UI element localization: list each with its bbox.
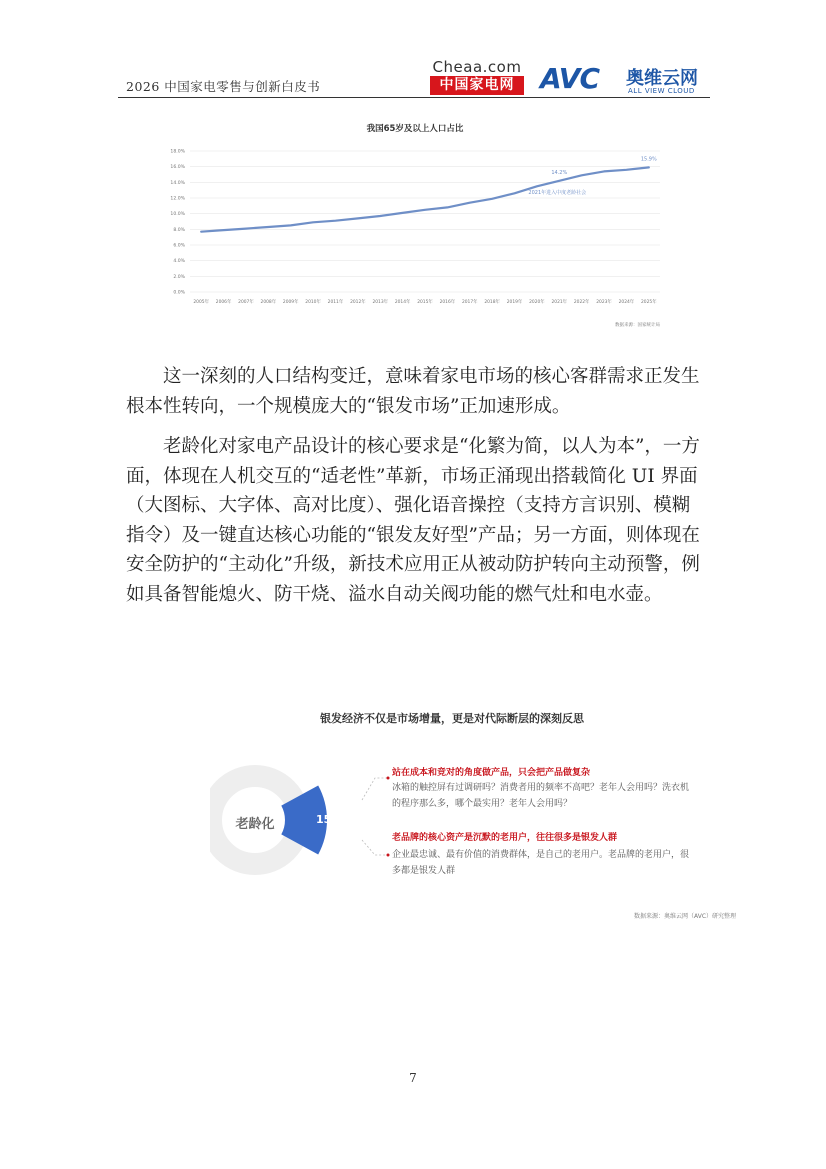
x-tick-label: 2021年: [551, 300, 568, 305]
x-tick-label: 2022年: [573, 300, 590, 305]
chart-x-axis: [193, 298, 657, 305]
y-tick-label: 10.0%: [170, 212, 185, 218]
x-tick-label: 2011年: [327, 300, 344, 305]
x-tick-label: 2013年: [372, 300, 389, 305]
document-header-title: 2026 中国家电零售与创新白皮书: [126, 79, 321, 94]
y-tick-label: 6.0%: [173, 243, 185, 249]
figure-title: 银发经济不仅是市场增量，更是对代际断层的深刻反思: [320, 712, 584, 725]
x-tick-label: 2016年: [439, 300, 456, 305]
body-paragraph-1: [126, 362, 706, 421]
page-number: 7: [409, 1071, 417, 1085]
avc-logo-mark: AVC: [540, 62, 599, 95]
y-tick-label: 16.0%: [170, 165, 185, 171]
x-tick-label: 2025年: [641, 300, 657, 305]
cheaa-logo-chinese: 中国家电网: [430, 76, 524, 95]
chart-series: [201, 167, 649, 231]
body-paragraph-2: [126, 432, 706, 609]
chart-y-axis: [170, 149, 185, 296]
y-tick-label: 14.0%: [170, 180, 185, 186]
y-tick-label: 4.0%: [173, 259, 185, 265]
connector-dot-top: [387, 777, 390, 780]
x-tick-label: 2019年: [506, 300, 523, 305]
x-tick-label: 2017年: [461, 300, 478, 305]
silver-economy-figure: [210, 710, 737, 925]
x-tick-label: 2023年: [596, 300, 612, 305]
data-label: 14.2%: [551, 169, 568, 176]
paragraph-text: 老龄化对家电产品设计的核心要求是“化繁为简，以人为本”，一方面，体现在人机交互的“适老性”革新，市场正涌现出搭载简化 UI 界面（大图标、大字体、高对比度）、强化语音操控（支持方言识别、模糊指令）及一键直达核心功能的“银发友好型”产品；另一方面，则体现在安全防护的“主动化”升级，新技术应用正从被动防护转向主动预警，例如具备智能熄火、防干烧、溢水自动关阀功能的燃气灶和电水壶。: [126, 436, 700, 605]
connector-line-bottom: [362, 840, 388, 855]
x-tick-label: 2014年: [394, 300, 411, 305]
paragraph-text: 这一深刻的人口结构变迁，意味着家电市场的核心客群需求正发生根本性转向，一个规模庞大的“银发市场”正加速形成。: [126, 366, 700, 417]
avc-logo-name: 奥维云网: [626, 68, 698, 89]
y-tick-label: 0.0%: [173, 290, 185, 296]
x-tick-label: 2005年: [193, 300, 209, 305]
chart-data-labels: [528, 156, 657, 195]
x-tick-label: 2010年: [305, 300, 321, 305]
y-tick-label: 12.0%: [170, 196, 185, 202]
x-tick-label: 2009年: [282, 300, 299, 305]
connector-line-top: [362, 778, 388, 800]
figure-source: 数据来源：奥维云网（AVC）研究整理: [634, 913, 737, 920]
y-tick-label: 18.0%: [170, 149, 185, 155]
series-line: [201, 167, 649, 231]
x-tick-label: 2007年: [238, 300, 254, 305]
connector-lines: [362, 778, 388, 855]
cheaa-logo: [428, 58, 526, 98]
insight-text-2: 企业最忠诚、最有价值的消费群体，是自己的老用户。老品牌的老用户，很多都是银发人群: [392, 850, 690, 876]
cheaa-logo-wordmark: Cheaa.com: [432, 58, 522, 76]
chart-title: 我国65岁及以上人口占比: [366, 124, 464, 134]
ring-share-label: 15.9%: [316, 813, 355, 826]
data-label: 15.9%: [640, 156, 657, 163]
connector-dot-bottom: [387, 854, 390, 857]
x-tick-label: 2020年: [529, 300, 545, 305]
insight-heading-2: 老品牌的核心资产是沉默的老用户，往往很多是银发人群: [392, 833, 618, 843]
insight-text-1: 冰箱的触控屏有过调研吗？消费者用的频率不高吧？老年人会用吗？洗衣机的程序那么多，哪个最实用？老年人会用吗？: [392, 783, 690, 809]
x-tick-label: 2006年: [215, 300, 232, 305]
insight-heading-1: 站在成本和竞对的角度做产品，只会把产品做复杂: [392, 768, 591, 778]
ring-center-label: 老龄化: [235, 817, 275, 832]
avc-logo: [540, 62, 710, 100]
elderly-population-line-chart: [160, 118, 680, 338]
y-tick-label: 8.0%: [173, 227, 185, 233]
x-tick-label: 2015年: [417, 300, 433, 305]
x-tick-label: 2024年: [618, 300, 635, 305]
avc-logo-subtitle: ALL VIEW CLOUD: [628, 87, 695, 95]
x-tick-label: 2008年: [260, 300, 277, 305]
x-tick-label: 2012年: [350, 300, 366, 305]
y-tick-label: 2.0%: [173, 274, 185, 280]
chart-annotation: 2021年进入中度老龄社会: [528, 189, 587, 196]
x-tick-label: 2018年: [484, 300, 500, 305]
chart-source: 数据来源：国家统计局: [615, 323, 660, 328]
chart-gridlines: [190, 151, 660, 292]
header-divider: [118, 97, 710, 98]
